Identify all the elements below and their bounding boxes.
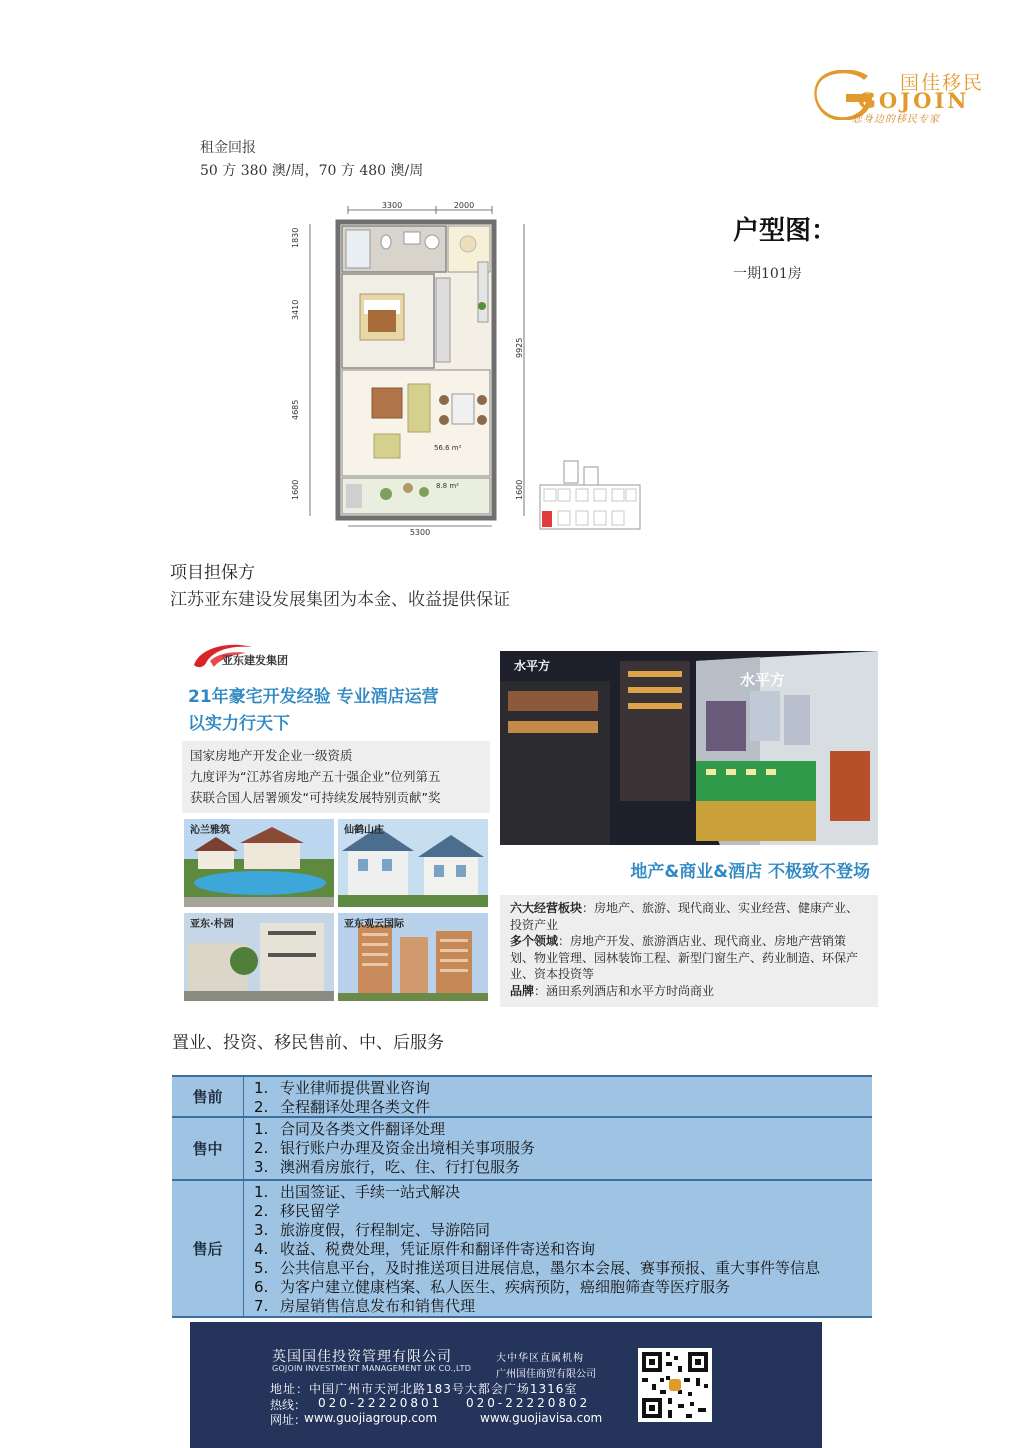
service-row-after-sale	[172, 1181, 872, 1318]
footer-hotline-2[interactable]: 020-22220802	[466, 1396, 591, 1410]
service-row-in-sale	[172, 1118, 872, 1181]
rent-return-title: 租金回报	[200, 140, 256, 156]
qr-code-icon	[638, 1348, 712, 1422]
service-item: 3. 澳洲看房旅行，吃、住、行打包服务	[254, 1158, 521, 1176]
business-text: ：房地产开发、旅游酒店业、现代商业、房地产营销策划、物业管理、园林装饰工程、新型门窗生产、药业制造、环保产业、资本投资等	[510, 934, 859, 981]
project-photo-label: 亚东观云国际	[344, 919, 404, 930]
service-item: 1. 出国签证、手续一站式解决	[254, 1183, 461, 1201]
dim-top-right: 2000	[453, 201, 475, 210]
guarantor-title: 项目担保方	[170, 563, 255, 583]
business-text: ：房地产、旅游、现代商业、实业经营、健康产业、投资产业	[510, 901, 859, 932]
service-item: 2. 全程翻译处理各类文件	[254, 1098, 431, 1116]
night-building-photo	[500, 651, 878, 845]
project-photo-xianhe	[338, 819, 488, 907]
business-label: 多个领域	[510, 934, 559, 948]
dim-right-total: 9925	[515, 337, 524, 358]
service-item-text: 专业律师提供置业咨询	[280, 1079, 431, 1097]
footer-website-label: 网址：	[270, 1413, 307, 1427]
footer-company-name: 英国国佳投资管理有限公司	[272, 1349, 452, 1365]
service-item: 6. 为客户建立健康档案、私人医生、疾病预防，癌细胞筛查等医疗服务	[254, 1278, 731, 1296]
credential-item: 获联合国人居署颁发“可持续发展特别贡献”奖	[190, 790, 441, 805]
dim-right-bottom: 1600	[515, 479, 524, 500]
floorplan-title: 户型图：	[733, 216, 838, 246]
service-item: 1. 专业律师提供置业咨询	[254, 1079, 431, 1097]
service-stage-label: 售中	[172, 1118, 244, 1179]
business-line	[510, 900, 868, 933]
service-item: 2. 银行账户办理及资金出境相关事项服务	[254, 1139, 536, 1157]
credential-item: 国家房地产开发企业一级资质	[190, 748, 353, 763]
logo-chinese-name: 国佳移民	[900, 72, 985, 94]
services-title: 置业、投资、移民售前、中、后服务	[172, 1033, 444, 1053]
service-item-text: 公共信息平台，及时推送项目进展信息，墨尔本会展、赛事预报、重大事件等信息	[280, 1259, 821, 1277]
business-line	[510, 933, 868, 983]
project-photo-guanyun	[338, 913, 488, 1001]
service-item: 4. 收益、税费处理，凭证原件和翻译件寄送和咨询	[254, 1240, 596, 1258]
footer-partner: 广州国佳商贸有限公司	[496, 1369, 596, 1380]
service-row-pre-sale	[172, 1075, 872, 1118]
footer-website-1[interactable]: www.guojiagroup.com	[304, 1411, 438, 1425]
logo-english-name: GOJOIN	[858, 88, 970, 113]
footer-region: 大中华区直属机构	[496, 1353, 584, 1364]
service-item-text: 银行账户办理及资金出境相关事项服务	[280, 1139, 536, 1157]
project-photo-label: 仙鹤山庄	[344, 825, 384, 836]
developer-headline-1: 21年豪宅开发经验 专业酒店运营	[188, 687, 439, 707]
company-logo	[812, 66, 1002, 126]
dim-left-4: 1600	[291, 479, 300, 500]
project-photo-label: 沁兰雅筑	[190, 825, 230, 836]
service-item: 2. 移民留学	[254, 1202, 341, 1220]
floorplan-unit: 一期101房	[733, 266, 802, 282]
developer-headline-2: 以实力行天下	[188, 714, 290, 734]
service-item-text: 为客户建立健康档案、私人医生、疾病预防，癌细胞筛查等医疗服务	[280, 1278, 731, 1296]
business-line	[510, 983, 868, 1000]
night-photo-label: 水平方	[514, 659, 551, 673]
services-table	[172, 1075, 872, 1318]
footer-company-english: GOJOIN INVESTMENT MANAGEMENT UK CO.,LTD	[272, 1364, 472, 1373]
service-item: 3. 旅游度假，行程制定、导游陪同	[254, 1221, 491, 1239]
service-item-list	[254, 1120, 535, 1177]
rent-return-text: 50 方 380 澳/周，70 方 480 澳/周	[200, 163, 424, 179]
site-plan-thumbnail	[536, 457, 644, 533]
service-stage-label: 售前	[172, 1077, 244, 1116]
service-item-text: 移民留学	[280, 1202, 341, 1220]
service-item-text: 澳洲看房旅行，吃、住、行打包服务	[280, 1158, 521, 1176]
dim-top-left: 3300	[381, 201, 403, 210]
service-item-list	[254, 1183, 820, 1316]
service-item: 7. 房屋销售信息发布和销售代理	[254, 1297, 476, 1315]
developer-credentials	[182, 741, 490, 813]
project-photo-label: 亚东·朴园	[190, 919, 234, 930]
business-scope-box	[500, 895, 878, 1007]
service-item: 5. 公共信息平台，及时推送项目进展信息，墨尔本会展、赛事预报、重大事件等信息	[254, 1259, 821, 1277]
credential-item: 九度评为“江苏省房地产五十强企业”位列第五	[190, 769, 441, 784]
footer	[190, 1322, 822, 1448]
floorplan-drawing	[286, 198, 536, 538]
service-item-text: 旅游度假，行程制定、导游陪同	[280, 1221, 491, 1239]
night-city-image	[500, 651, 878, 845]
service-item-text: 出国签证、手续一站式解决	[280, 1183, 461, 1201]
business-text: ：涵田系列酒店和水平方时尚商业	[534, 983, 715, 998]
dim-left-1: 1830	[291, 227, 300, 248]
developer-panel	[182, 631, 490, 1009]
business-label: 品牌	[510, 983, 535, 998]
service-stage-label: 售后	[172, 1181, 244, 1316]
guarantor-text: 江苏亚东建设发展集团为本金、收益提供保证	[170, 590, 510, 610]
commercial-slogan: 地产&商业&酒店 不极致不登场	[630, 862, 870, 882]
business-label: 六大经营板块	[510, 901, 583, 915]
service-item-text: 全程翻译处理各类文件	[280, 1098, 431, 1116]
building-sign-text: 水平方	[740, 671, 786, 689]
project-photo-puyuan	[184, 913, 334, 1001]
service-item-list	[254, 1079, 430, 1117]
dim-left-3: 4685	[291, 399, 300, 420]
footer-hotline-1[interactable]: 020-22220801	[318, 1396, 443, 1410]
developer-name: 亚东建发集团	[222, 654, 288, 667]
service-item-text: 房屋销售信息发布和销售代理	[280, 1297, 476, 1315]
service-item-text: 收益、税费处理，凭证原件和翻译件寄送和咨询	[280, 1240, 596, 1258]
commercial-panel	[500, 651, 878, 1007]
service-item: 1. 合同及各类文件翻译处理	[254, 1120, 446, 1138]
footer-address: 地址：中国广州市天河北路183号大都会广场1316室	[270, 1382, 578, 1396]
footer-hotline-label: 热线：	[270, 1398, 307, 1412]
dim-left-2: 3410	[291, 299, 300, 320]
service-item-text: 合同及各类文件翻译处理	[280, 1120, 446, 1138]
area-main-label: 56.6 m²	[434, 444, 462, 452]
project-photo-qinlan	[184, 819, 334, 907]
footer-website-2[interactable]: www.guojiavisa.com	[480, 1411, 603, 1425]
logo-tagline: 您身边的移民专家	[852, 114, 940, 125]
dim-bottom: 5300	[409, 528, 431, 537]
area-balcony-label: 8.8 m²	[436, 482, 459, 490]
